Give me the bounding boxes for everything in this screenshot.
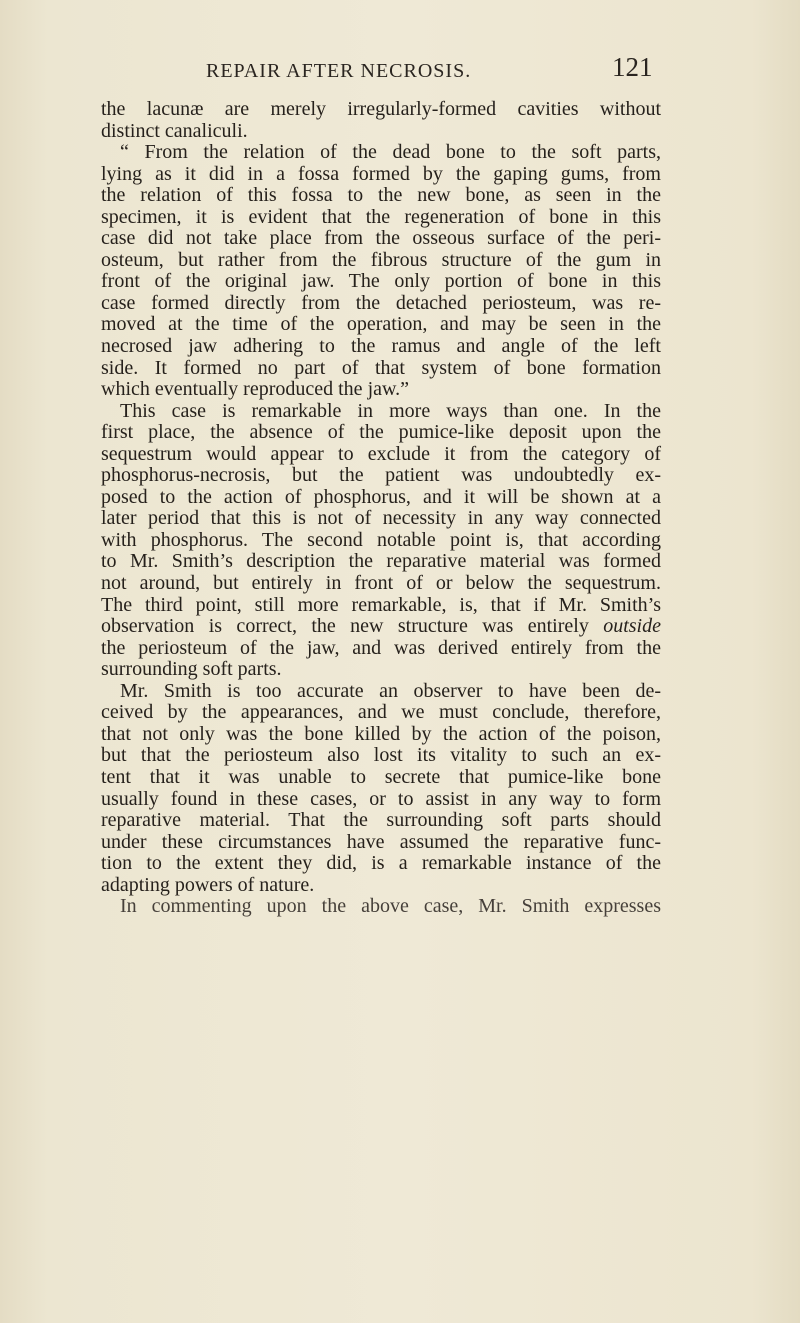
text-line: that not only was the bone killed by the action of the poison,	[101, 722, 661, 745]
text-line: specimen, it is evident that the regeneration of bone in this	[101, 205, 661, 228]
text-line: surrounding soft parts.	[101, 658, 282, 681]
text-line: Mr. Smith is too accurate an observer to have been de-	[120, 679, 661, 702]
text-line: tent that it was unable to secrete that pumice-like bone	[101, 765, 661, 788]
italic-emphasis: outside	[603, 615, 661, 638]
text-line: usually found in these cases, or to assist in any way to form	[101, 787, 661, 810]
text-line: case formed directly from the detached periosteum, was re-	[101, 291, 661, 314]
text-line: This case is remarkable in more ways than one. In the	[120, 399, 661, 422]
text-line: later period that this is not of necessity in any way connected	[101, 507, 661, 530]
text-line: In commenting upon the above case, Mr. Smith expresses	[120, 895, 661, 918]
text-line: sequestrum would appear to exclude it from the category of	[101, 442, 661, 465]
text-line: which eventually reproduced the jaw.”	[101, 378, 410, 401]
text-line: to Mr. Smith’s description the reparative material was formed	[101, 550, 661, 573]
page-header	[0, 52, 800, 86]
text-line: case did not take place from the osseous surface of the peri-	[101, 227, 661, 250]
text-line: observation is correct, the new structure was entirely outside	[101, 615, 661, 638]
text-line: not around, but entirely in front of or below the sequestrum.	[101, 572, 661, 595]
text-line: The third point, still more remarkable, is, that if Mr. Smith’s	[101, 593, 661, 616]
text-line: side. It formed no part of that system of bone formation	[101, 356, 661, 379]
page-number: 121	[612, 52, 653, 82]
text-line: posed to the action of phosphorus, and it will be shown at a	[101, 485, 661, 508]
text-line: adapting powers of nature.	[101, 873, 315, 896]
running-head: REPAIR AFTER NECROSIS.	[206, 60, 472, 82]
text-line: with phosphorus. The second notable point is, that according	[101, 528, 661, 551]
text-line: distinct canaliculi.	[101, 119, 248, 142]
text-line: necrosed jaw adhering to the ramus and angle of the left	[101, 335, 661, 358]
text-line: moved at the time of the operation, and may be seen in the	[101, 313, 661, 336]
text-line: ceived by the appearances, and we must conclude, therefore,	[101, 701, 661, 724]
text-line: the periosteum of the jaw, and was derived entirely from the	[101, 636, 661, 659]
text-line: the relation of this fossa to the new bone, as seen in the	[101, 184, 661, 207]
text-line: the lacunæ are merely irregularly-formed cavities without	[101, 98, 661, 120]
text-line: “ From the relation of the dead bone to the soft parts,	[120, 141, 661, 164]
text-line: tion to the extent they did, is a remarkable instance of the	[101, 852, 661, 875]
text-line: under these circumstances have assumed the reparative func-	[101, 830, 661, 853]
text-line: phosphorus-necrosis, but the patient was undoubtedly ex-	[101, 464, 661, 487]
text-line: osteum, but rather from the fibrous structure of the gum in	[101, 248, 661, 271]
text-line: lying as it did in a fossa formed by the gaping gums, from	[101, 162, 661, 185]
text-line: but that the periosteum also lost its vitality to such an ex-	[101, 744, 661, 767]
text-line: reparative material. That the surrounding soft parts should	[101, 809, 661, 832]
text-line: front of the original jaw. The only portion of bone in this	[101, 270, 661, 293]
body-text	[101, 99, 661, 918]
text-line: first place, the absence of the pumice-like deposit upon the	[101, 421, 661, 444]
